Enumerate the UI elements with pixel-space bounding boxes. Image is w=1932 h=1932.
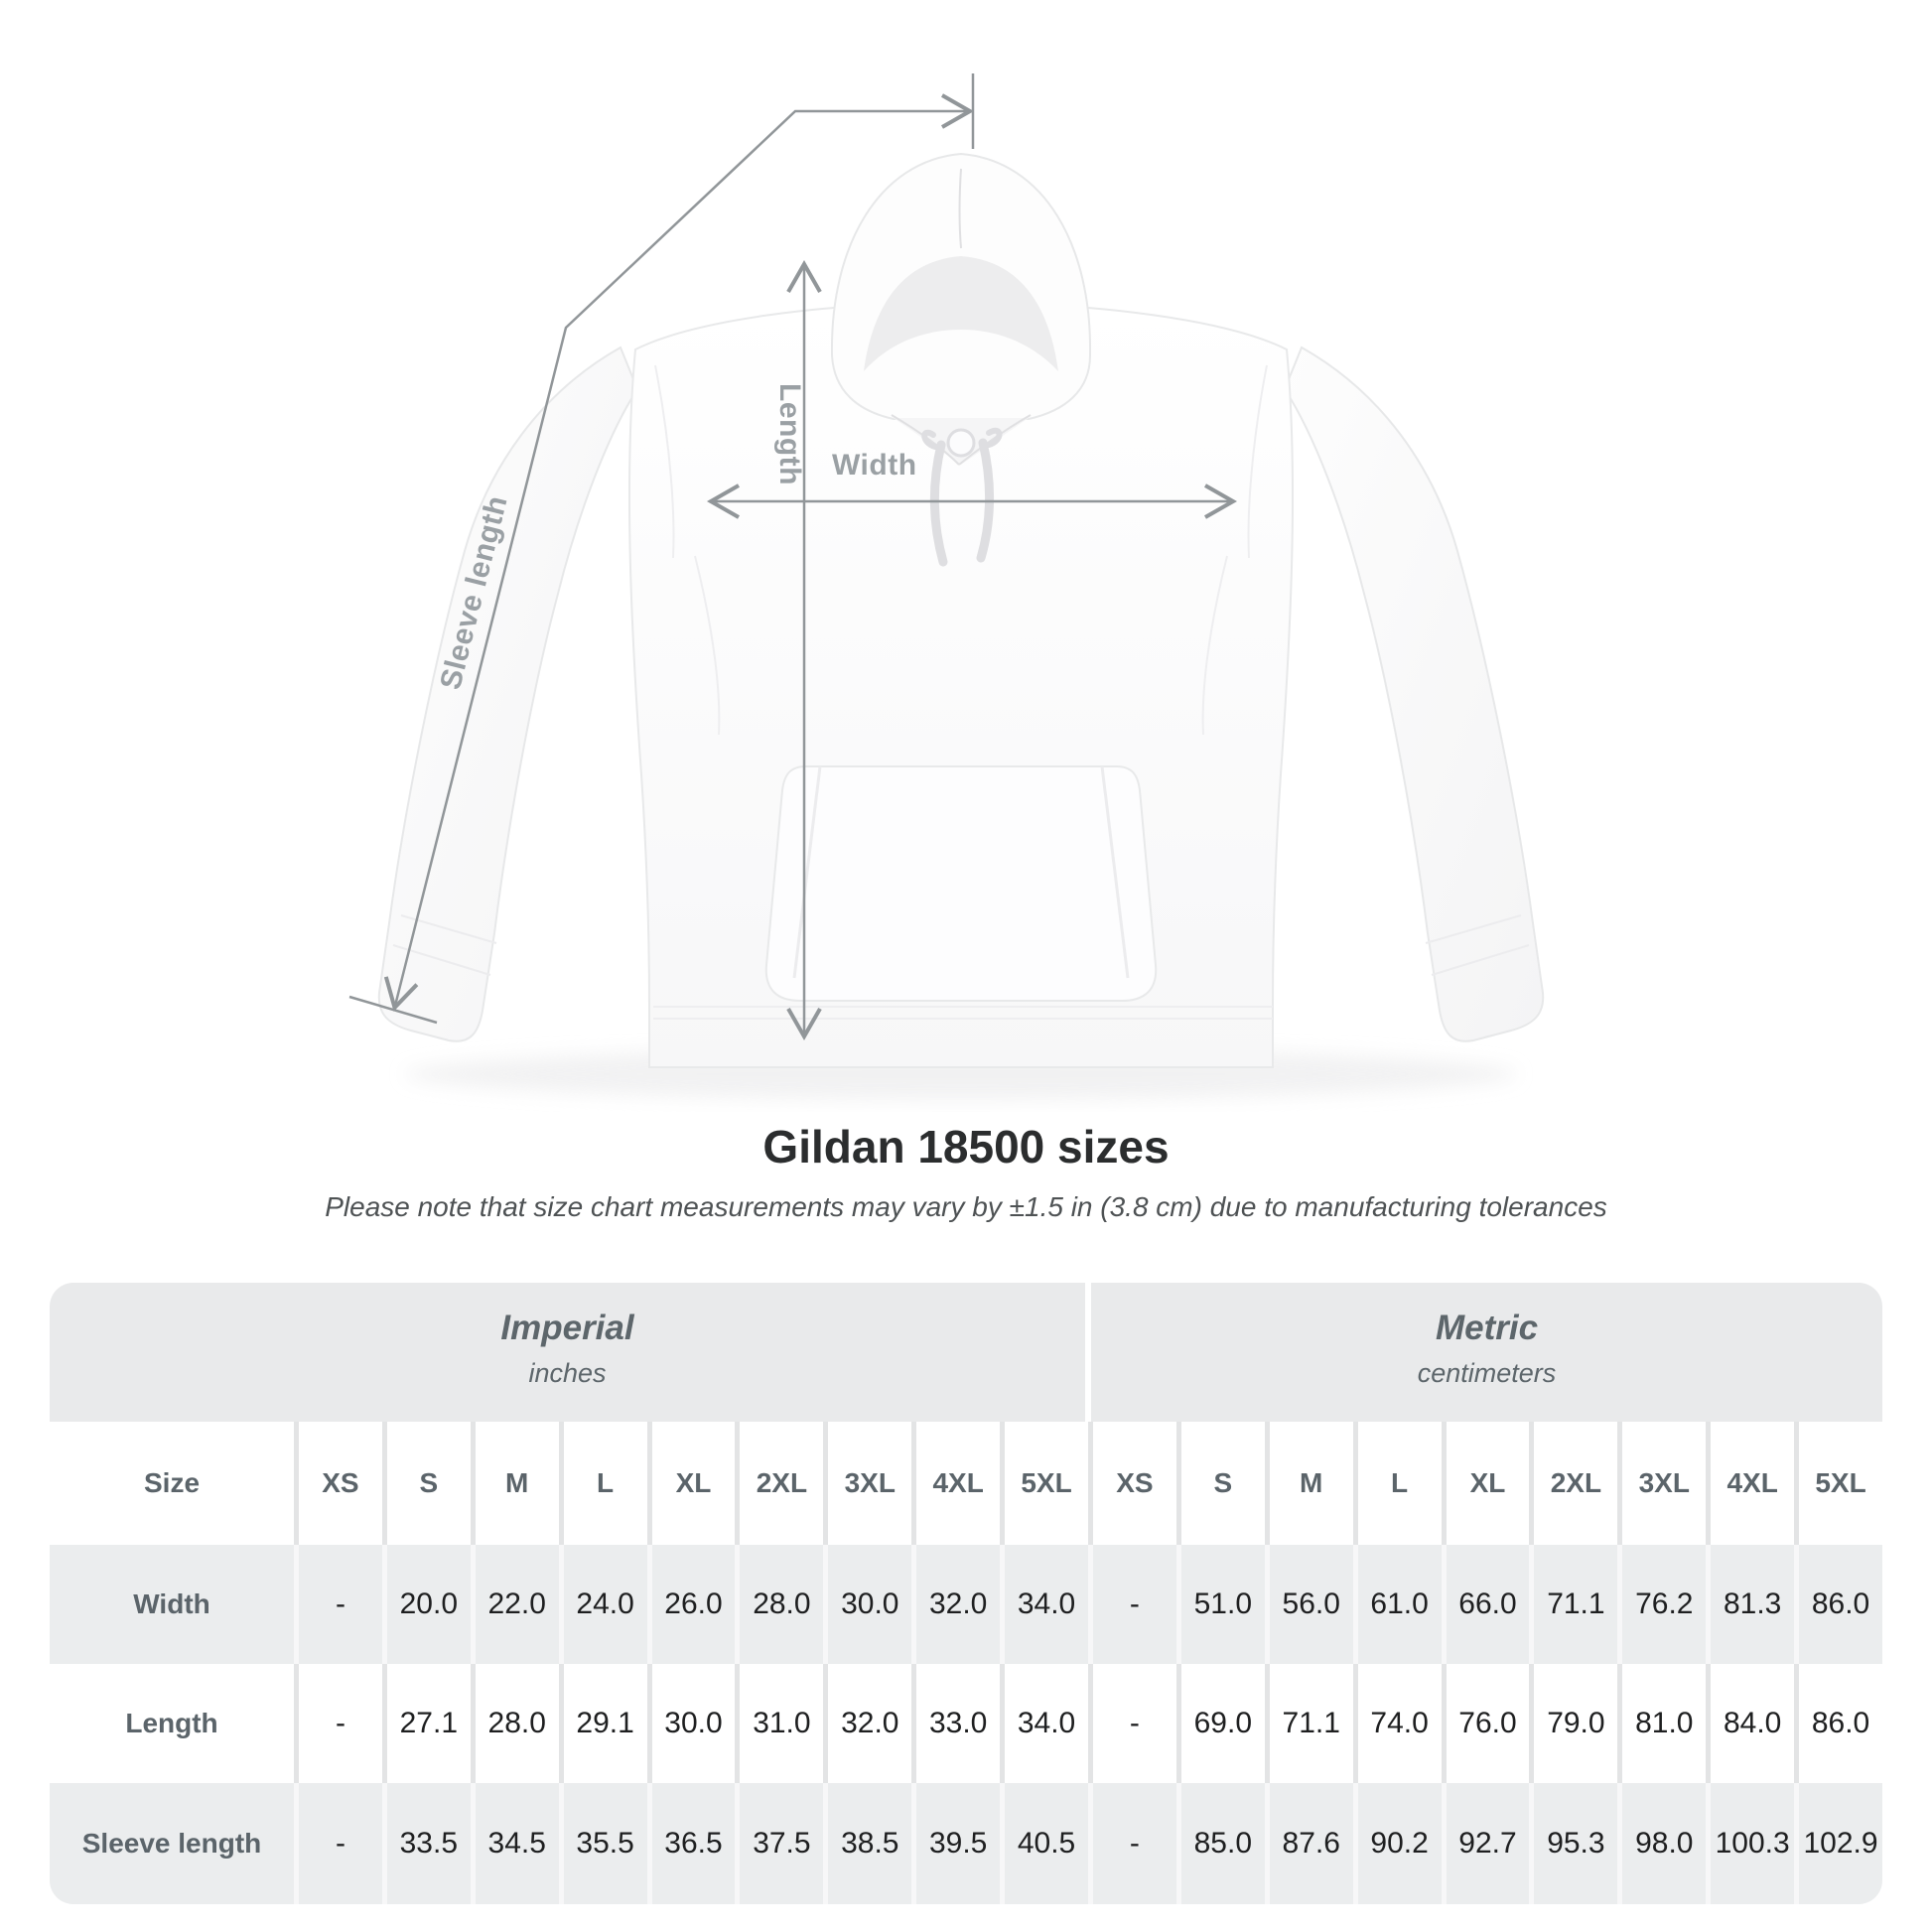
width-dimension-label: Width [832, 449, 917, 482]
hoodie-pocket [766, 766, 1156, 1001]
row-length-cell-9: - [1093, 1664, 1176, 1783]
row-length-cell-17: 86.0 [1799, 1664, 1882, 1783]
length-row [50, 1664, 1882, 1783]
row-width-cell-8: 34.0 [1005, 1545, 1088, 1664]
imperial-group-header [50, 1283, 1085, 1422]
row-sleeve-cell-2: 34.5 [476, 1783, 559, 1904]
size-header-cell-6: 3XL [828, 1422, 911, 1545]
row-width-cell-16: 81.3 [1711, 1545, 1794, 1664]
size-header-cell-2: M [476, 1422, 559, 1545]
row-sleeve-label: Sleeve length [50, 1783, 294, 1904]
row-sleeve-cell-3: 35.5 [564, 1783, 647, 1904]
row-sleeve-cell-10: 85.0 [1181, 1783, 1265, 1904]
row-length-cell-6: 32.0 [828, 1664, 911, 1783]
row-width-cell-0: - [299, 1545, 382, 1664]
metric-group-header [1091, 1283, 1882, 1422]
row-length-cell-16: 84.0 [1711, 1664, 1794, 1783]
row-width-cell-5: 28.0 [740, 1545, 823, 1664]
size-header-cell-7: 4XL [916, 1422, 1000, 1545]
row-sleeve-cell-1: 33.5 [387, 1783, 471, 1904]
row-length-cell-7: 33.0 [916, 1664, 1000, 1783]
row-width-cell-12: 61.0 [1358, 1545, 1442, 1664]
width-row [50, 1545, 1882, 1664]
size-header-cell-3: L [564, 1422, 647, 1545]
row-sleeve-cell-7: 39.5 [916, 1783, 1000, 1904]
page-title: Gildan 18500 sizes [762, 1121, 1170, 1173]
row-sleeve-cell-16: 100.3 [1711, 1783, 1794, 1904]
metric-title: Metric [1435, 1309, 1539, 1347]
row-sleeve-cell-14: 95.3 [1534, 1783, 1617, 1904]
sleeve-length-dimension-label: Sleeve length [434, 491, 514, 693]
size-header-cell-11: M [1270, 1422, 1353, 1545]
row-width-cell-13: 66.0 [1447, 1545, 1530, 1664]
row-length-cell-0: - [299, 1664, 382, 1783]
row-sleeve-cell-4: 36.5 [652, 1783, 736, 1904]
size-header-cell-5: 2XL [740, 1422, 823, 1545]
sleeve-length-row [50, 1783, 1882, 1904]
row-length-cell-11: 71.1 [1270, 1664, 1353, 1783]
row-length-cell-10: 69.0 [1181, 1664, 1265, 1783]
metric-unit: centimeters [1417, 1358, 1557, 1388]
size-header-cell-10: S [1181, 1422, 1265, 1545]
row-width-cell-17: 86.0 [1799, 1545, 1882, 1664]
row-sleeve-cell-8: 40.5 [1005, 1783, 1088, 1904]
row-width-label: Width [50, 1545, 294, 1664]
row-width-cell-4: 26.0 [652, 1545, 736, 1664]
size-header-cell-4: XL [652, 1422, 736, 1545]
size-table [50, 1283, 1882, 1904]
row-width-cell-10: 51.0 [1181, 1545, 1265, 1664]
row-sleeve-cell-9: - [1093, 1783, 1176, 1904]
size-header-row [50, 1422, 1882, 1545]
size-header-cell-16: 4XL [1711, 1422, 1794, 1545]
row-sleeve-cell-13: 92.7 [1447, 1783, 1530, 1904]
row-length-cell-1: 27.1 [387, 1664, 471, 1783]
length-dimension-label: Length [773, 383, 806, 485]
row-width-cell-3: 24.0 [564, 1545, 647, 1664]
size-header-cell-15: 3XL [1622, 1422, 1706, 1545]
row-sleeve-cell-5: 37.5 [740, 1783, 823, 1904]
imperial-title: Imperial [500, 1309, 634, 1347]
row-sleeve-cell-0: - [299, 1783, 382, 1904]
size-header-cell-9: XS [1093, 1422, 1176, 1545]
row-length-cell-14: 79.0 [1534, 1664, 1617, 1783]
row-length-cell-3: 29.1 [564, 1664, 647, 1783]
row-sleeve-cell-11: 87.6 [1270, 1783, 1353, 1904]
row-width-cell-7: 32.0 [916, 1545, 1000, 1664]
row-width-cell-15: 76.2 [1622, 1545, 1706, 1664]
row-width-cell-14: 71.1 [1534, 1545, 1617, 1664]
size-header-cell-1: S [387, 1422, 471, 1545]
size-header-cell-0: XS [299, 1422, 382, 1545]
row-length-cell-4: 30.0 [652, 1664, 736, 1783]
row-length-cell-15: 81.0 [1622, 1664, 1706, 1783]
row-length-cell-5: 31.0 [740, 1664, 823, 1783]
row-length-cell-2: 28.0 [476, 1664, 559, 1783]
row-length-cell-13: 76.0 [1447, 1664, 1530, 1783]
imperial-unit: inches [528, 1358, 607, 1388]
tolerance-note: Please note that size chart measurements may vary by ±1.5 in (3.8 cm) due to manufacturing tolerances [325, 1191, 1607, 1222]
row-width-cell-6: 30.0 [828, 1545, 911, 1664]
row-length-cell-8: 34.0 [1005, 1664, 1088, 1783]
row-width-cell-2: 22.0 [476, 1545, 559, 1664]
size-header-cell-8: 5XL [1005, 1422, 1088, 1545]
row-sleeve-cell-12: 90.2 [1358, 1783, 1442, 1904]
row-length-cell-12: 74.0 [1358, 1664, 1442, 1783]
size-header-label: Size [50, 1422, 294, 1545]
size-header-cell-13: XL [1447, 1422, 1530, 1545]
row-length-label: Length [50, 1664, 294, 1783]
row-sleeve-cell-6: 38.5 [828, 1783, 911, 1904]
row-sleeve-cell-15: 98.0 [1622, 1783, 1706, 1904]
row-sleeve-cell-17: 102.9 [1799, 1783, 1882, 1904]
size-header-cell-12: L [1358, 1422, 1442, 1545]
size-header-cell-17: 5XL [1799, 1422, 1882, 1545]
row-width-cell-9: - [1093, 1545, 1176, 1664]
row-width-cell-11: 56.0 [1270, 1545, 1353, 1664]
unit-group-header [50, 1283, 1882, 1422]
size-header-cell-14: 2XL [1534, 1422, 1617, 1545]
row-width-cell-1: 20.0 [387, 1545, 471, 1664]
